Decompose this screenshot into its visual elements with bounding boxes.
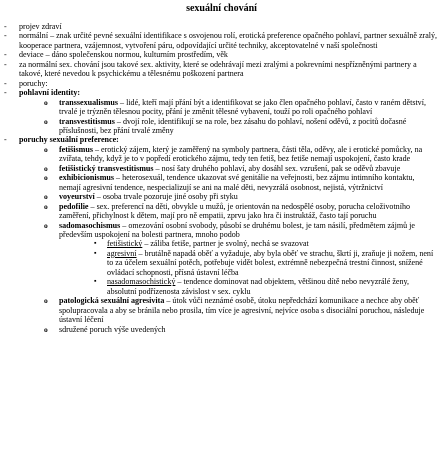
list-item (4, 60, 438, 79)
dash-bullet: - (4, 50, 7, 60)
document-body (4, 22, 438, 334)
term: fetišismus (59, 144, 93, 154)
circle-bullet: o (44, 220, 48, 230)
circle-bullet: o (44, 296, 48, 306)
list-item (4, 79, 438, 88)
section-heading: pohlavní identity: (19, 88, 81, 98)
sublist-item (4, 202, 438, 221)
term: exhibicionismus (59, 173, 115, 183)
list-item (4, 22, 438, 31)
circle-bullet: o (44, 192, 48, 202)
term: transvestitismus (59, 116, 115, 126)
item-text: – heterosexuál, tendence ukazovat své genitálie na veřejnosti, bez zájmu intimního kontaktu, nemají agresivní tendence, nespecializují se ani na malé děti, nevyzrálá osobnost, nejistá, výtržnictví (59, 173, 415, 192)
item-text: – brutálně napadá oběť a vyžaduje, aby byla oběť ve strachu, škrtí ji, zraňuje ji nožem, není to za účelem sexuální potěch, potřebuje vidět bolest, extrémně nebezpečná trestní činnost, snížené ovládací schopnosti, přísná ústavní léčba (107, 248, 434, 277)
sublist-item (4, 325, 438, 334)
term: transsexualismus (59, 97, 119, 107)
dash-bullet: - (4, 22, 7, 31)
term: fetišistický transvestitismus (59, 163, 154, 173)
circle-bullet: o (44, 144, 48, 154)
subsublist-item (4, 277, 438, 296)
sublist-item (4, 173, 438, 192)
section-heading: poruchy sexuální preference: (19, 135, 119, 145)
term: nasadomasochistický (107, 277, 176, 287)
item-text: – lidé, kteří mají přání být a identifikovat se jako člen opačného pohlaví, často v raném dětství, trvalé je trýzněn tělesnou pocity, přání je změnit tělesné vybavení, touží po roli opačného pohlaví (59, 97, 426, 117)
term: pedofilie (59, 201, 89, 211)
document-title: sexuální chování (186, 3, 257, 14)
item-text: – erotický zájem, který je zaměřený na symboly partnera, části těla, oděvy, ale i erotické pomůcky, na zvířata, tehdy, když je to v popředí erotického zájmu, tedy ten fetiš, bez fetiše nemají uspokojení, často krade (59, 144, 423, 164)
item-text: – útok vůči neznámé osobě, útoku nepředchází komunikace a nechce aby oběť spolupracovala a aby se bránila nebo prosila, tím více je agresivní, nejvíce osoba s disociální poruchou, následuje ústavní léčení (59, 296, 425, 325)
item-text: projev zdraví (19, 22, 62, 31)
dash-bullet: - (4, 31, 7, 41)
circle-bullet: o (44, 116, 48, 126)
circle-bullet: o (44, 163, 48, 173)
item-text: deviace – dáno společenskou normou, kulturním prostředím, věk (19, 50, 228, 60)
circle-bullet: o (44, 201, 48, 211)
list-item (4, 50, 438, 59)
square-bullet: ▪ (94, 248, 97, 257)
dash-bullet: - (4, 88, 7, 98)
item-text: – osoba trvale pozoruje jiné osoby při styku (94, 192, 238, 202)
circle-bullet: o (44, 97, 48, 107)
term: agresivní (107, 248, 137, 258)
term: voyeurství (59, 192, 95, 202)
sublist-item (4, 192, 438, 201)
item-text: sdružené poruch výše uvedených (59, 324, 166, 334)
item-text: – sex. preferencí na děti, obvykle u mužů, je orientován na nedospělé osoby, porucha celoživotního zaměření, přichylnost k dětem, mají pro ně empatii, zprvu jako hra či instruktáž, často tají poruchu (59, 201, 410, 221)
term: patologická sexuální agresivita (59, 296, 165, 306)
sublist-item (4, 117, 438, 136)
subsublist-item (4, 239, 438, 248)
square-bullet: ▪ (94, 277, 97, 286)
item-text: za normální sex. chování jsou takové sex. aktivity, které se odehrávají mezi zralými a pokrevními nespřízněnými partnery a takové, které nevedou k psychickému a tělesnému poškození partnera (19, 59, 417, 79)
sublist-item (4, 145, 438, 164)
circle-bullet: o (44, 324, 48, 334)
item-text: poruchy: (19, 78, 48, 88)
list-item-heading (4, 135, 438, 144)
sublist-item (4, 98, 438, 117)
sublist-item (4, 296, 438, 324)
list-item (4, 31, 438, 50)
dash-bullet: - (4, 78, 7, 88)
item-text: – omezování osobní svobody, působí se druhému bolest, je tam násilí, předmětem zájmů je především uspokojení na bolesti partnera, mnoho podob (59, 220, 415, 239)
term: sadomasochismus (59, 220, 121, 230)
item-text: – dvojí role, identifikují se na role, bez zásahu do pohlaví, nošení oděvů, z pocitů dočasné příslušnosti, bez přání trvalé změny (59, 116, 407, 135)
circle-bullet: o (44, 173, 48, 183)
dash-bullet: - (4, 135, 7, 145)
item-text: – tendence dominovat nad objektem, většinou dítě nebo nevyzrálé ženy, absolutní podřízenosta závislost v sex. cyklu (107, 277, 410, 296)
list-item-heading (4, 88, 438, 97)
sublist-item (4, 164, 438, 173)
item-text: – nosí šaty druhého pohlaví, aby dosáhl sex. vzrušení, pak se oděvů zbavuje (153, 163, 401, 173)
term: fetišistický (107, 239, 143, 249)
item-text: – záliba fetiše, partner je svolný, nechá se svazovat (142, 239, 309, 249)
dash-bullet: - (4, 59, 7, 69)
subsublist-item (4, 249, 438, 277)
sublist-item (4, 221, 438, 240)
square-bullet: ▪ (94, 239, 97, 248)
item-text: normální – znak určité pevné sexuální identifikace s osvojenou rolí, erotická preference opačného pohlaví, partner sexuálně zralý, kooperace partnera, vzájemnost, vytvoření páru, odpovídající určité techniky, akceptovatelné v naší společnosti (19, 31, 438, 50)
